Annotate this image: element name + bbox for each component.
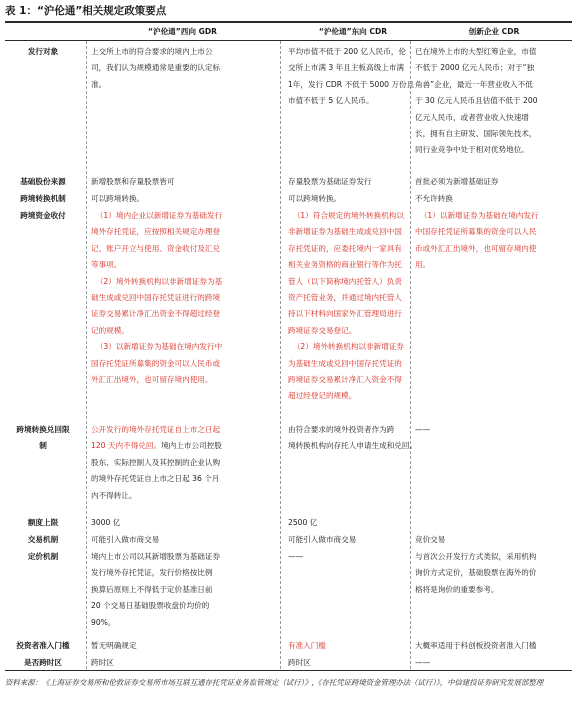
cell-text: 跨时区 — [91, 658, 114, 667]
table-cell — [288, 549, 418, 565]
cell-text: 暂无明确规定 — [91, 641, 137, 650]
table-cell — [91, 44, 274, 93]
cell-text: 大概率适用于科创板投资者准入门槛 — [415, 641, 537, 650]
table-cell — [91, 655, 274, 671]
cell-text: 3000 亿 — [91, 518, 121, 527]
cell-text: —— — [288, 552, 304, 561]
table-cell — [91, 515, 274, 531]
table-cell — [91, 174, 274, 190]
table-cell — [415, 655, 573, 671]
table-cell — [288, 208, 418, 405]
row-label: 跨境转换机制 — [20, 194, 66, 203]
column-header-innovative-cdr: 创新企业 CDR — [468, 27, 520, 36]
row-label: 发行对象 — [27, 47, 59, 56]
cell-text: 不允许转换 — [415, 194, 453, 203]
cell-text: —— — [415, 425, 431, 434]
cell-text: 可能引入做市商交易 — [91, 535, 160, 544]
table-caption: 表 1：“沪伦通”相关规定政策要点 — [5, 5, 167, 17]
cell-text: 已在境外上市的大型红筹企业，市值 不低于 2000 亿元人民币；对于“独 角兽”企业，最近一年营业收入不低 于 30 亿元人民币且估值不低于 200 亿元人民币，或者营业收入快速增 长，拥有自主研发、国际领先技术， 同行业竞争中处于相对优势地位。 — [415, 47, 538, 155]
cell-text: 可以跨境转换。 — [288, 194, 342, 203]
cell-text: 跨时区 — [288, 658, 311, 667]
cell-text: 新增股票和存量股票皆可 — [91, 177, 175, 186]
table-cell — [415, 549, 573, 598]
row-label: 跨境转换兑回限 制 — [16, 425, 70, 450]
cell-text: 境内上市公司以其新增股票为基础证券 发行境外存托凭证，发行价格按比例 换算后原则上不得低于定价基准日前 20 个交易日基础股票收盘价均价的 90%。 — [91, 552, 221, 627]
table-cell — [91, 532, 274, 548]
table-cell — [91, 208, 274, 388]
table-cell — [415, 638, 573, 654]
header-rule — [5, 40, 572, 41]
cell-text: （1）以新增证券为基础在境内发行 中国存托凭证所募集的资金可以人民 币或外汇汇出境外，也可留存境内使 用。 — [415, 211, 539, 270]
table-cell — [415, 208, 573, 274]
cell-text: 公开发行的境外存托凭证自上市之日起 120 天内不得兑回。 — [91, 425, 221, 451]
row-label: 是否跨时区 — [24, 658, 62, 667]
table-cell — [415, 422, 573, 438]
table-cell — [91, 191, 274, 207]
cell-text: 与首次公开发行方式类似，采用机构 询价方式定价，基础股票在海外的价 格将是询价的重要参考。 — [415, 552, 537, 594]
table-cell — [288, 515, 418, 531]
table-cell — [288, 422, 418, 455]
cell-text: 可能引入做市商交易 — [288, 535, 357, 544]
cell-text: 境内上市公司控股 股东、实际控制人及其控制的企业认购 的境外存托凭证自上市之日起 36 个月 内不得转让。 — [91, 441, 222, 500]
column-divider — [280, 41, 281, 669]
table-cell — [288, 44, 418, 110]
cell-text: （1）符合规定的境外转换机构以 非新增证券为基础生成或兑回中国 存托凭证的，应委托境内一家具有 相关业务资格的商业银行等作为托 管人（以下简称境内托管人）负责 资产托管业务，并通过境内托管人 持以下材料向国家外汇管理局进行 跨境证券交易登记。 （2）境外转换机构以非新增证券 为基础生成或兑回中国存托凭证的 跨境证券交易累计净汇入资金不得 超过经登记的规模。 — [288, 211, 404, 401]
row-label: 基础股份来源 — [20, 177, 66, 186]
cell-text: 竞价交易 — [415, 535, 446, 544]
row-label: 额度上限 — [27, 518, 59, 527]
table-cell — [415, 191, 573, 207]
table-bottom-rule — [5, 670, 572, 671]
table-cell — [288, 532, 418, 548]
cell-text: 存量股票为基础证券发行 — [288, 177, 372, 186]
table-cell — [91, 549, 274, 631]
cell-text: 由符合要求的境外投资者作为跨 境转换机构向存托人申请生成和兑回。 — [288, 425, 418, 451]
row-label: 投资者准入门槛 — [16, 641, 70, 650]
cell-text: 可以跨境转换。 — [91, 194, 145, 203]
row-label: 跨境资金收付 — [20, 211, 66, 220]
cell-text: —— — [415, 658, 431, 667]
table-cell — [91, 638, 274, 654]
table-cell — [91, 422, 274, 504]
table-cell — [288, 655, 418, 671]
cell-text: 2500 亿 — [288, 518, 318, 527]
cell-text: （1）境内企业以新增证券为基础发行 境外存托凭证，应按照相关规定办理登 记、账户开立与使用、资金收付及汇兑 等事项。 （2）境外转换机构以非新增证券为基 础生成或兑回中国存托凭证进行的跨境 证券交易累计净汇出资金不得超过经登 记的规模。 （3）以新增证券为基础在境内发行中 国存托凭证所募集的资金可以人民币或 外汇汇出境外，也可留存境内使用。 — [91, 211, 223, 385]
cell-text: 平均市值不低于 200 亿人民币，伦 交所上市满 3 年且主板高级上市满 1年，发行 CDR 不低于 5000 万份且 市值不低于 5 亿人民币。 — [288, 47, 415, 106]
cell-text: 有准入门槛 — [288, 641, 326, 650]
cell-text: 上交所上市的符合要求的境内上市公 司，我们认为规模通常是重要的认定标 准。 — [91, 47, 221, 89]
table-cell — [415, 174, 573, 190]
table-cell — [415, 44, 573, 159]
table-cell — [288, 174, 418, 190]
column-header-east-cdr: “沪伦通”东向 CDR — [318, 27, 388, 36]
row-label: 定价机制 — [27, 552, 59, 561]
source-note: 资料来源：《上海证券交易所和伦敦证券交易所市场互联互通存托凭证业务监管规定（试行）》,《存托凭证跨境资金管理办法（试行）》，中信建投证券研究发展部整理 — [5, 678, 544, 687]
column-divider — [86, 41, 87, 669]
table-cell — [415, 532, 573, 548]
column-header-gdr: “沪伦通”西向 GDR — [148, 27, 217, 36]
row-label: 交易机制 — [27, 535, 59, 544]
table-top-rule — [5, 21, 572, 23]
cell-text: 首批必须为新增基础证券 — [415, 177, 499, 186]
table-cell — [288, 191, 418, 207]
table-cell — [288, 638, 418, 654]
